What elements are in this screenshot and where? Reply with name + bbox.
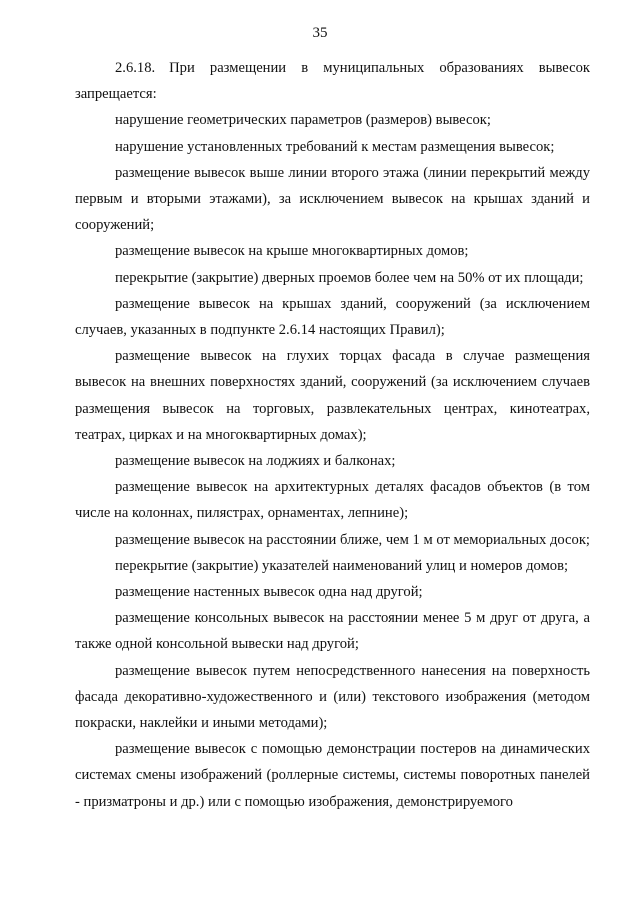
- paragraph: размещение вывесок на глухих торцах фасада в случае размещения вывесок на внешних поверхностях зданий, сооружений (за исключением случаев размещения вывесок на торговых, развлекательных центрах, кинотеатрах, театрах, цирках и на многоквартирных домах);: [75, 348, 590, 443]
- paragraph: размещение вывесок выше линии второго этажа (линии перекрытий между первым и вторыми этажами), за исключением вывесок на крышах зданий и сооружений;: [75, 164, 590, 234]
- page-number: 35: [312, 25, 328, 41]
- paragraph-section-2-6-18: [75, 55, 590, 107]
- paragraph: размещение вывесок на крышах зданий, сооружений (за исключением случаев, указанных в подпункте 2.6.14 настоящих Правил);: [75, 295, 590, 339]
- paragraph: размещение вывесок путем непосредственного нанесения на поверхность фасада декоративно-художественного и (или) текстового изображения (методом покраски, наклейки и иными методами);: [75, 662, 590, 732]
- document-body: [75, 55, 590, 815]
- paragraph-text: При размещении в муниципальных образованиях вывесок запрещается:: [75, 60, 590, 103]
- paragraph: размещение вывесок на расстоянии ближе, чем 1 м от мемориальных досок;: [115, 531, 590, 548]
- paragraph: нарушение установленных требований к местам размещения вывесок;: [115, 138, 555, 155]
- paragraph: размещение вывесок с помощью демонстрации постеров на динамических системах смены изображений (роллерные системы, системы поворотных панелей - призматроны и др.) или с помощью изображения, демонстрируемого: [75, 741, 590, 810]
- paragraph: размещение настенных вывесок одна над другой;: [115, 584, 423, 601]
- paragraph: размещение вывесок на лоджиях и балконах;: [115, 453, 396, 470]
- paragraph: размещение вывесок на архитектурных деталях фасадов объектов (в том числе на колоннах, пилястрах, орнаментах, лепнине);: [75, 479, 590, 522]
- paragraph: размещение вывесок на крыше многоквартирных домов;: [115, 243, 469, 260]
- paragraph: нарушение геометрических параметров (размеров) вывесок;: [115, 112, 491, 129]
- section-number: 2.6.18.: [115, 60, 156, 76]
- paragraph: перекрытие (закрытие) дверных проемов более чем на 50% от их площади;: [115, 269, 584, 286]
- paragraph: перекрытие (закрытие) указателей наименований улиц и номеров домов;: [115, 557, 569, 574]
- paragraph: размещение консольных вывесок на расстоянии менее 5 м друг от друга, а также одной консольной вывески над другой;: [75, 610, 590, 653]
